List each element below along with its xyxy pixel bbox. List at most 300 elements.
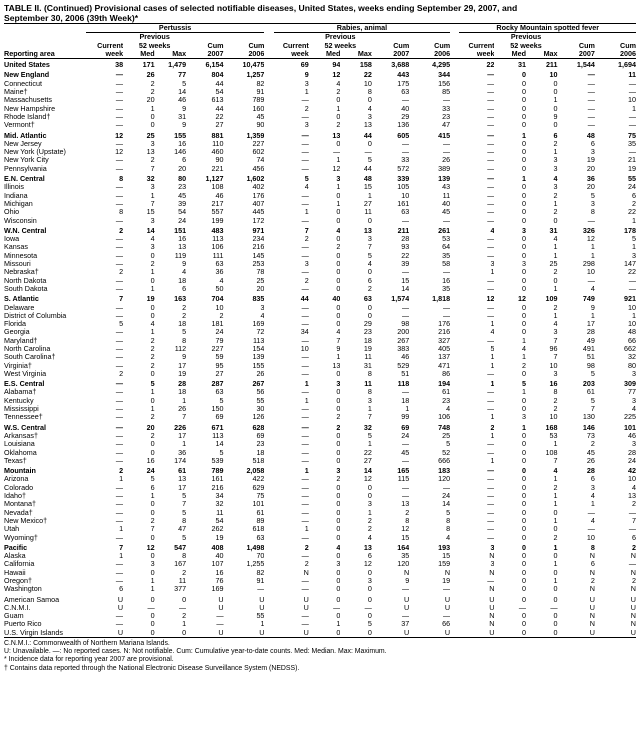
column-gap: [450, 121, 459, 129]
value-cell: 8: [367, 88, 372, 97]
value-cell: 1: [182, 440, 187, 449]
column-gap: [450, 277, 459, 285]
value-cell: 146: [582, 422, 595, 432]
value-cell: 5: [182, 492, 187, 501]
table-row: [4, 422, 636, 432]
value-cell: 4: [182, 268, 187, 277]
value-cell: 10: [628, 320, 636, 329]
column-gap: [450, 293, 459, 303]
value-cell: —: [115, 243, 124, 252]
table-row: [4, 542, 636, 552]
column-gap: [450, 422, 459, 432]
value-cell: 24: [215, 328, 224, 337]
value-cell: 0: [553, 216, 558, 225]
table-row: [4, 405, 636, 413]
value-cell: 1: [522, 388, 527, 397]
value-cell: 137: [438, 353, 451, 362]
value-cell: —: [487, 251, 495, 260]
value-cell: 5: [632, 235, 636, 244]
reporting-area-cell: North Dakota: [4, 276, 47, 285]
value-cell: 3: [150, 560, 155, 569]
table-row: [4, 560, 636, 568]
value-cell: 3: [490, 560, 495, 569]
value-cell: —: [301, 112, 309, 121]
value-cell: —: [487, 336, 495, 345]
value-cell: 183: [438, 466, 451, 476]
value-cell: —: [115, 353, 124, 362]
table-row: [4, 80, 636, 88]
value-cell: 46: [401, 353, 410, 362]
value-cell: 23: [178, 183, 187, 192]
value-cell: 0: [367, 216, 372, 225]
value-cell: 3: [336, 379, 341, 389]
group-rocky-mountain-spotted-fever: Rocky Mountain spotted fever: [459, 24, 636, 33]
value-cell: U: [595, 629, 636, 638]
value-cell: 2: [182, 568, 187, 577]
value-cell: 96: [549, 344, 558, 353]
value-cell: 0: [150, 533, 155, 542]
value-cell: 628: [252, 422, 265, 432]
value-cell: 3: [336, 466, 341, 476]
value-cell: 79: [215, 336, 224, 345]
table-body: [4, 59, 636, 638]
column-gap: [264, 413, 273, 421]
value-cell: 7: [150, 164, 155, 173]
value-cell: 2: [150, 516, 155, 525]
value-cell: 13: [628, 492, 636, 501]
value-cell: 168: [545, 422, 558, 432]
value-cell: 48: [363, 174, 372, 184]
value-cell: 193: [438, 542, 451, 552]
value-cell: 0: [336, 612, 341, 621]
column-gap: [264, 449, 273, 457]
value-cell: —: [333, 148, 341, 157]
column-gap: [264, 243, 273, 251]
value-cell: 10,475: [242, 60, 265, 70]
value-cell: 4: [336, 79, 341, 88]
value-cell: 0: [522, 303, 527, 312]
table-row: [4, 59, 636, 70]
reporting-area-cell: Florida: [4, 320, 26, 329]
value-cell: 9: [182, 353, 187, 362]
table-row: [4, 353, 636, 361]
value-cell: 789: [252, 96, 265, 105]
value-cell: 804: [211, 70, 224, 80]
value-cell: —: [115, 88, 124, 97]
reporting-area-cell: Ohio: [4, 208, 20, 217]
value-cell: —: [487, 284, 495, 293]
value-cell: 16: [146, 456, 155, 465]
value-cell: 8: [182, 336, 187, 345]
value-cell: —: [402, 216, 410, 225]
value-cell: 1: [119, 552, 124, 561]
value-cell: 77: [178, 70, 187, 80]
value-cell: 56: [256, 388, 265, 397]
value-cell: —: [115, 344, 124, 353]
value-cell: 46: [628, 431, 636, 440]
value-cell: 1: [119, 525, 124, 534]
value-cell: 20: [586, 183, 595, 192]
reporting-area-cell: Idaho†: [4, 492, 26, 501]
value-cell: 3: [367, 500, 372, 509]
column-gap: [264, 432, 273, 440]
value-cell: 1,255: [246, 560, 265, 569]
value-cell: 7: [367, 243, 372, 252]
value-cell: 1: [150, 585, 155, 594]
value-cell: 0: [522, 191, 527, 200]
table-row: [4, 165, 636, 173]
value-cell: 37: [401, 620, 410, 629]
value-cell: —: [402, 440, 410, 449]
value-cell: 66: [628, 336, 636, 345]
value-cell: 1,257: [246, 70, 265, 80]
reporting-area-cell: Minnesota: [4, 251, 38, 260]
value-cell: 126: [252, 413, 265, 422]
value-cell: N: [589, 552, 595, 561]
value-cell: —: [487, 191, 495, 200]
value-cell: —: [301, 405, 309, 414]
value-cell: 0: [150, 620, 155, 629]
value-cell: 3: [336, 174, 341, 184]
value-cell: 557: [211, 208, 224, 217]
value-cell: 1: [150, 268, 155, 277]
cum-label: Cum: [393, 41, 410, 50]
value-cell: 7: [150, 525, 155, 534]
value-cell: 6: [632, 533, 636, 542]
value-cell: —: [301, 191, 309, 200]
value-cell: 0: [553, 525, 558, 534]
column-gap: [450, 337, 459, 345]
value-cell: 35: [628, 139, 636, 148]
footnote: U: Unavailable. —: No reported cases. N: Not notifiable. Cum: Cumulative year-to-date counts. Med: Median. Max: Maximum.: [4, 648, 387, 656]
column-gap: [450, 492, 459, 500]
table-row: [4, 243, 636, 251]
column-gap: [450, 260, 459, 268]
reporting-area-cell: Kansas: [4, 243, 28, 252]
value-cell: N: [444, 568, 451, 577]
value-cell: —: [115, 96, 124, 105]
reporting-area-cell: Tennessee†: [4, 413, 43, 422]
column-gap: [264, 353, 273, 361]
value-cell: 749: [582, 294, 595, 304]
value-cell: N: [630, 620, 636, 629]
value-cell: 0: [336, 533, 341, 542]
value-cell: 1: [590, 311, 595, 320]
value-cell: 4: [336, 225, 341, 235]
value-cell: —: [487, 104, 495, 113]
value-cell: —: [178, 603, 187, 612]
value-cell: 14: [178, 88, 187, 97]
previous-label: Previous: [510, 32, 542, 42]
value-cell: 4: [590, 492, 595, 501]
column-gap: [450, 465, 459, 475]
value-cell: 216: [438, 328, 451, 337]
value-cell: 106: [438, 413, 451, 422]
value-cell: 0: [336, 492, 341, 501]
value-cell: U: [86, 629, 123, 638]
value-cell: 6: [590, 560, 595, 569]
table-row: [4, 492, 636, 500]
value-cell: 0: [553, 594, 558, 604]
value-cell: 2: [304, 560, 309, 569]
value-cell: 234: [252, 235, 265, 244]
value-cell: 1: [553, 96, 558, 105]
column-gap: [450, 577, 459, 585]
value-cell: —: [402, 139, 410, 148]
reporting-area-cell: California: [4, 560, 35, 569]
value-cell: 0: [150, 369, 155, 378]
value-cell: 10: [586, 268, 595, 277]
table-row: [4, 378, 636, 388]
value-cell: 200: [397, 328, 410, 337]
value-cell: 227: [211, 344, 224, 353]
value-cell: 8: [182, 516, 187, 525]
value-cell: 45: [256, 112, 265, 121]
value-cell: 1: [336, 199, 341, 208]
value-cell: —: [115, 235, 124, 244]
value-cell: 90: [256, 121, 265, 130]
value-cell: 18: [178, 388, 187, 397]
value-cell: 80: [628, 361, 636, 370]
column-gap: [264, 130, 273, 140]
value-cell: 971: [252, 225, 265, 235]
value-cell: 1: [522, 336, 527, 345]
value-cell: —: [115, 396, 124, 405]
value-cell: 82: [256, 79, 265, 88]
value-cell: 63: [401, 88, 410, 97]
value-cell: 26: [586, 456, 595, 465]
value-cell: 0: [367, 303, 372, 312]
column-gap: [264, 585, 273, 593]
value-cell: 82: [256, 568, 265, 577]
value-cell: —: [402, 96, 410, 105]
value-cell: 12: [115, 130, 124, 140]
value-cell: 7: [553, 336, 558, 345]
value-cell: 3: [150, 183, 155, 192]
value-cell: 1: [490, 353, 495, 362]
value-cell: 47: [442, 121, 451, 130]
value-cell: N: [630, 612, 636, 621]
value-cell: —: [115, 431, 124, 440]
value-cell: 194: [438, 379, 451, 389]
value-cell: 2: [119, 466, 124, 476]
value-cell: 2: [632, 199, 636, 208]
value-cell: 0: [522, 284, 527, 293]
value-cell: U: [489, 603, 495, 612]
value-cell: 8: [119, 208, 124, 217]
value-cell: —: [115, 216, 124, 225]
value-cell: —: [487, 199, 495, 208]
reporting-area-cell: New Mexico†: [4, 516, 48, 525]
value-cell: 3: [632, 396, 636, 405]
column-gap: [450, 604, 459, 612]
value-cell: U: [224, 629, 265, 638]
value-cell: 629: [252, 483, 265, 492]
value-cell: 3: [632, 369, 636, 378]
value-cell: —: [216, 620, 224, 629]
value-cell: 1: [150, 577, 155, 585]
column-gap: [450, 285, 459, 293]
value-cell: 18: [178, 276, 187, 285]
value-cell: 2: [119, 369, 124, 378]
value-cell: 63: [215, 388, 224, 397]
value-cell: 0: [336, 208, 341, 217]
value-cell: N: [489, 620, 495, 629]
value-cell: 2: [150, 88, 155, 97]
value-cell: 16: [178, 235, 187, 244]
table-row: [4, 413, 636, 421]
reporting-area-cell: Oregon†: [4, 577, 32, 585]
value-cell: 402: [252, 183, 265, 192]
value-cell: —: [442, 585, 451, 594]
value-cell: 69: [215, 413, 224, 422]
value-cell: 1: [590, 243, 595, 252]
value-cell: 2: [336, 243, 341, 252]
value-cell: U: [589, 594, 595, 604]
value-cell: 11: [216, 508, 224, 517]
value-cell: 443: [397, 70, 410, 80]
value-cell: U: [409, 629, 450, 638]
value-cell: 5: [150, 475, 155, 484]
value-cell: 0: [150, 251, 155, 260]
value-cell: 2: [336, 88, 341, 97]
value-cell: 2: [336, 413, 341, 422]
value-cell: —: [364, 148, 372, 157]
title-line-2: September 30, 2006 (39th Week)*: [4, 13, 139, 23]
column-gap: [264, 612, 273, 620]
value-cell: 94: [332, 60, 341, 70]
value-cell: 2: [304, 235, 309, 244]
value-cell: 383: [397, 344, 410, 353]
value-cell: 5: [367, 251, 372, 260]
value-cell: 2: [336, 475, 341, 484]
value-cell: —: [115, 560, 124, 569]
value-cell: 12: [363, 560, 372, 569]
value-cell: 69: [401, 422, 410, 432]
value-cell: 45: [442, 208, 451, 217]
value-cell: 20: [586, 164, 595, 173]
value-cell: 0: [336, 456, 341, 465]
weeks52-label: 52 weeks: [324, 41, 357, 50]
value-cell: U: [117, 603, 124, 612]
value-cell: 0: [155, 629, 187, 638]
value-cell: 18: [178, 320, 187, 329]
value-cell: 2: [553, 191, 558, 200]
value-cell: —: [487, 448, 495, 457]
value-cell: 211: [545, 60, 558, 70]
column-gap: [450, 140, 459, 148]
value-cell: 1,498: [246, 542, 265, 552]
value-cell: 10: [549, 70, 558, 80]
value-cell: —: [301, 243, 309, 252]
value-cell: 2: [553, 396, 558, 405]
value-cell: —: [487, 525, 495, 534]
column-gap: [264, 560, 273, 568]
value-cell: 10: [586, 533, 595, 542]
med-label: Med: [123, 50, 155, 59]
table-row: [4, 604, 636, 612]
value-cell: 9: [182, 260, 187, 269]
value-cell: —: [402, 268, 410, 277]
value-cell: 3: [367, 577, 372, 585]
value-cell: 0: [522, 183, 527, 192]
value-cell: 1: [522, 174, 527, 184]
value-cell: 5: [367, 431, 372, 440]
value-cell: U: [186, 629, 223, 638]
value-cell: —: [115, 612, 124, 621]
value-cell: 31: [363, 361, 372, 370]
value-cell: 3: [150, 139, 155, 148]
value-cell: 0: [522, 96, 527, 105]
footnotes: [4, 640, 636, 673]
column-gap: [450, 362, 459, 370]
table-row: [4, 312, 636, 320]
column-gap: [264, 509, 273, 517]
table-row: [4, 328, 636, 336]
value-cell: 77: [628, 388, 636, 397]
value-cell: —: [301, 440, 309, 449]
column-gap: [450, 328, 459, 336]
value-cell: —: [442, 303, 451, 312]
value-cell: —: [487, 70, 495, 80]
value-cell: 130: [582, 413, 595, 422]
value-cell: 1: [150, 388, 155, 397]
value-cell: 139: [438, 174, 451, 184]
value-cell: 0: [522, 448, 527, 457]
column-gap: [450, 69, 459, 79]
value-cell: 0: [336, 448, 341, 457]
value-cell: U: [558, 629, 595, 638]
value-cell: 33: [401, 156, 410, 165]
value-cell: —: [115, 112, 124, 121]
value-cell: 54: [215, 516, 224, 525]
value-cell: U: [630, 603, 636, 612]
value-cell: 55: [628, 174, 636, 184]
value-cell: 34: [215, 492, 224, 501]
value-cell: 7: [119, 294, 124, 304]
value-cell: 176: [252, 191, 265, 200]
value-cell: —: [115, 183, 124, 192]
value-cell: 0: [522, 243, 527, 252]
value-cell: 19: [586, 156, 595, 165]
value-cell: 12: [363, 475, 372, 484]
value-cell: 6: [367, 552, 372, 561]
value-cell: —: [487, 208, 495, 217]
value-cell: 4: [260, 311, 265, 320]
max-label: Max: [155, 50, 187, 59]
column-gap: [450, 500, 459, 508]
reporting-area-cell: Louisiana: [4, 440, 35, 449]
year-2006-label: 2006: [595, 50, 636, 59]
value-cell: —: [115, 533, 124, 542]
value-cell: 108: [545, 448, 558, 457]
value-cell: 0: [336, 431, 341, 440]
value-cell: 11: [628, 70, 636, 80]
table-row: [4, 388, 636, 396]
reporting-area-cell: Mountain: [4, 466, 36, 476]
table-row: [4, 552, 636, 560]
value-cell: N: [589, 612, 595, 621]
value-cell: —: [442, 96, 451, 105]
value-cell: 7: [304, 225, 309, 235]
column-gap: [450, 440, 459, 448]
value-cell: 44: [300, 294, 309, 304]
column-gap: [264, 629, 273, 638]
value-cell: 51: [401, 369, 410, 378]
value-cell: 22: [486, 60, 495, 70]
value-cell: 226: [174, 422, 187, 432]
value-cell: 2: [632, 500, 636, 509]
